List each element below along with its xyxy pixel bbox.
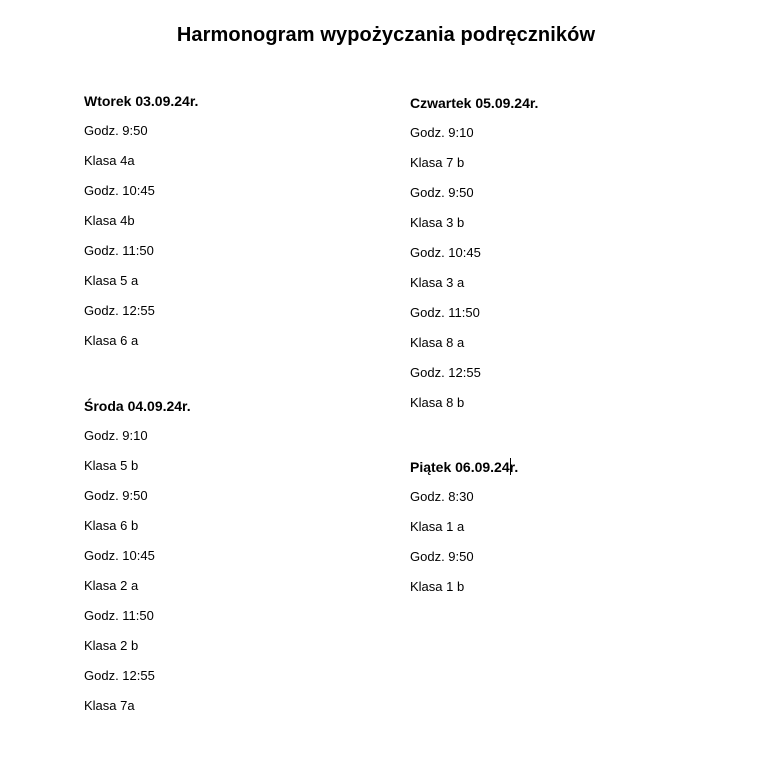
thursday-entries [410, 124, 538, 424]
list-item: Klasa 6 a [84, 333, 139, 348]
friday-heading-text-end: r. [509, 459, 519, 475]
page-title: Harmonogram wypożyczania podręczników [176, 24, 596, 46]
list-item: Klasa 7 b [410, 155, 465, 170]
day-block-thursday [410, 94, 538, 424]
list-item: Klasa 2 b [84, 638, 139, 653]
list-item: Klasa 6 b [84, 518, 139, 533]
list-item: Klasa 2 a [84, 578, 139, 593]
list-item: Godz. 10:45 [84, 548, 155, 563]
day-heading-wednesday: Środa 04.09.24r. [84, 398, 191, 414]
list-item: Godz. 9:10 [410, 125, 474, 140]
list-item: Klasa 4a [84, 153, 135, 168]
list-item: Godz. 10:45 [410, 245, 481, 260]
list-item: Godz. 9:50 [410, 185, 474, 200]
list-item: Klasa 3 a [410, 275, 465, 290]
list-item: Godz. 11:50 [410, 305, 480, 320]
list-item: Klasa 1 b [410, 579, 465, 594]
friday-entries [410, 488, 518, 608]
list-item: Godz. 12:55 [84, 668, 155, 683]
list-item: Godz. 10:45 [84, 183, 155, 198]
list-item: Godz. 9:50 [84, 123, 148, 138]
day-heading-friday[interactable] [410, 458, 518, 476]
list-item: Klasa 5 b [84, 458, 139, 473]
day-block-friday [410, 458, 518, 608]
list-item: Klasa 5 a [84, 273, 139, 288]
list-item: Godz. 11:50 [84, 608, 154, 623]
list-item: Klasa 7a [84, 698, 135, 713]
list-item: Godz. 11:50 [84, 243, 154, 258]
day-heading-tuesday: Wtorek 03.09.24r. [84, 93, 199, 109]
list-item: Godz. 9:50 [410, 549, 474, 564]
day-heading-thursday: Czwartek 05.09.24r. [410, 95, 539, 111]
tuesday-entries [84, 122, 198, 362]
list-item: Godz. 12:55 [84, 303, 155, 318]
list-item: Godz. 9:50 [84, 488, 148, 503]
list-item: Klasa 8 a [410, 335, 465, 350]
list-item: Klasa 4b [84, 213, 135, 228]
wednesday-entries [84, 427, 191, 727]
list-item: Godz. 12:55 [410, 365, 481, 380]
friday-heading-text-start: Piątek 06.09.24 [410, 459, 510, 475]
list-item: Klasa 3 b [410, 215, 465, 230]
list-item: Godz. 8:30 [410, 489, 474, 504]
day-block-tuesday [84, 92, 198, 362]
list-item: Klasa 8 b [410, 395, 465, 410]
day-block-wednesday [84, 397, 191, 727]
list-item: Klasa 1 a [410, 519, 465, 534]
list-item: Godz. 9:10 [84, 428, 148, 443]
